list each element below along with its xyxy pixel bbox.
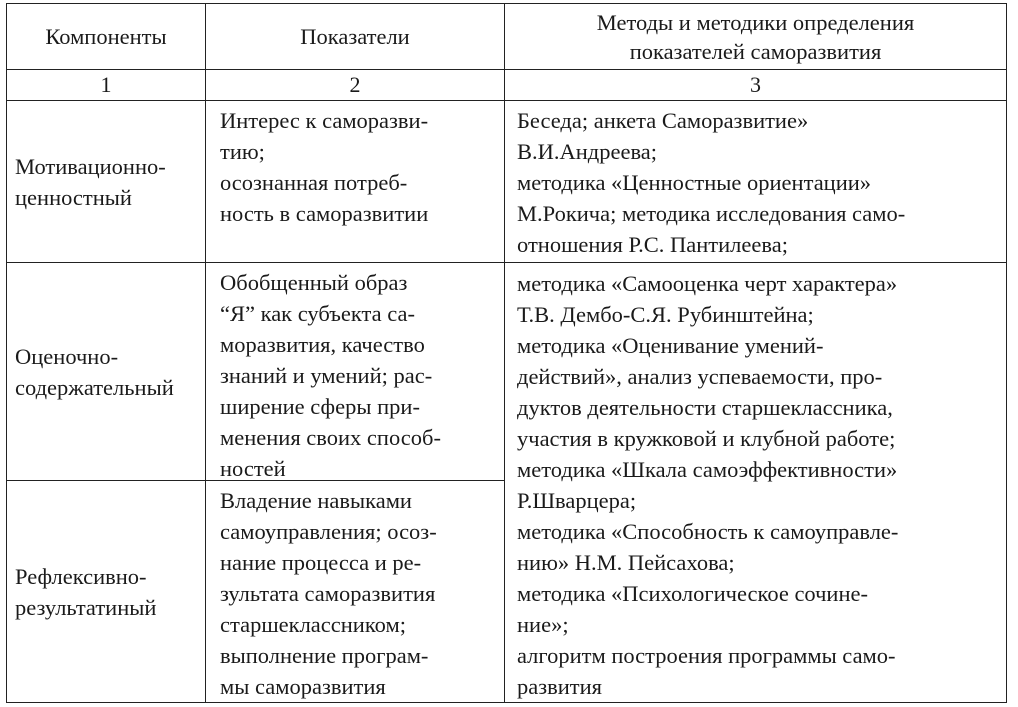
column-number-3	[504, 69, 1007, 101]
row-1-method-line-4: М.Рокича; методика исследования само-	[517, 201, 906, 226]
row-1-method-line-5: отношения Р.С. Пантилеева;	[517, 232, 788, 257]
merged-method-line-5: дуктов деятельности старшеклассника,	[517, 395, 893, 420]
merged-method-line-10: нию» Н.М. Пейсахова;	[517, 550, 735, 575]
row-2-indicator-line-4: знаний и умений; рас-	[220, 363, 433, 388]
header-indicators	[205, 3, 505, 70]
merged-method-line-7: методика «Шкала самоэффективности»	[517, 457, 898, 482]
merged-method-line-8: Р.Шварцера;	[517, 488, 637, 513]
row-1-method-line-2: В.И.Андреева;	[517, 139, 658, 164]
row-3-indicators	[205, 480, 505, 703]
column-number-1-text: 1	[100, 72, 112, 97]
row-1-methods	[504, 100, 1007, 263]
row-3-indicator-line-2: самоуправления; осоз-	[220, 519, 437, 544]
header-indicators-text: Показатели	[300, 24, 410, 49]
row-1-component-line-1: Мотивационно-	[15, 153, 166, 179]
row-3-indicator-line-3: нание процесса и ре-	[220, 550, 422, 575]
header-methods-line-1: Методы и методики определения	[596, 9, 915, 35]
row-1-method-line-3: методика «Ценностные ориентации»	[517, 170, 872, 195]
merged-method-line-3: методика «Оценивание умений-	[517, 333, 824, 358]
merged-method-line-13: алгоритм построения программы само-	[517, 643, 896, 668]
row-2-indicator-line-2: “Я” как субъекта са-	[220, 301, 415, 326]
column-number-3-text: 3	[750, 72, 761, 97]
row-2-indicator-line-6: менения своих способ-	[220, 425, 441, 450]
row-2-component-line-1: Оценочно-	[15, 343, 119, 369]
row-1-method-line-1: Беседа; анкета Саморазвитие»	[517, 108, 809, 133]
row-2-indicator-line-3: моразвития, качество	[220, 332, 425, 357]
row-2-component-line-2: содержательный	[15, 374, 174, 400]
row-3-indicator-line-5: старшеклассником;	[220, 612, 406, 637]
header-components-text: Компоненты	[45, 24, 167, 49]
methods-table	[6, 3, 1007, 703]
column-number-2	[205, 69, 505, 101]
row-2-indicators	[205, 262, 505, 481]
merged-method-line-14: развития	[517, 674, 603, 699]
merged-method-line-4: действий», анализ успеваемости, про-	[517, 364, 883, 389]
row-1-indicators	[205, 100, 505, 263]
row-3-component-line-2: результатиный	[15, 594, 157, 620]
merged-method-line-1: методика «Самооценка черт характера»	[517, 271, 898, 296]
row-3-component	[6, 480, 206, 703]
column-number-1	[6, 69, 206, 101]
merged-method-line-9: методика «Способность к самоуправле-	[517, 519, 899, 544]
merged-method-line-2: Т.В. Дембо-С.Я. Рубинштейна;	[517, 302, 814, 327]
row-1-indicator-line-4: ность в саморазвитии	[220, 201, 429, 226]
row-3-indicator-line-7: мы саморазвития	[220, 674, 386, 699]
merged-methods	[504, 262, 1007, 703]
merged-method-line-11: методика «Психологическое сочине-	[517, 581, 868, 606]
merged-method-line-12: ние»;	[517, 612, 569, 637]
header-components	[6, 3, 206, 70]
row-2-indicator-line-5: ширение сферы при-	[220, 394, 420, 419]
row-1-component-line-2: ценностный	[15, 184, 132, 210]
header-methods	[504, 3, 1007, 70]
row-3-indicator-line-1: Владение навыками	[220, 488, 412, 513]
column-number-2-text: 2	[349, 72, 361, 97]
row-3-component-line-1: Рефлексивно-	[15, 563, 147, 589]
merged-method-line-6: участия в кружковой и клубной работе;	[517, 426, 896, 451]
row-2-component	[6, 262, 206, 481]
row-1-indicator-line-3: осознанная потреб-	[220, 170, 408, 195]
header-methods-line-2: показателей саморазвития	[629, 38, 882, 64]
row-3-indicator-line-6: выполнение програм-	[220, 643, 429, 668]
row-3-indicator-line-4: зультата саморазвития	[220, 581, 436, 606]
row-1-indicator-line-2: тию;	[220, 139, 265, 164]
row-1-indicator-line-1: Интерес к саморазви-	[220, 108, 429, 133]
row-2-indicator-line-1: Обобщенный образ	[220, 270, 408, 295]
row-1-component	[6, 100, 206, 263]
row-2-indicator-line-7: ностей	[220, 456, 286, 481]
